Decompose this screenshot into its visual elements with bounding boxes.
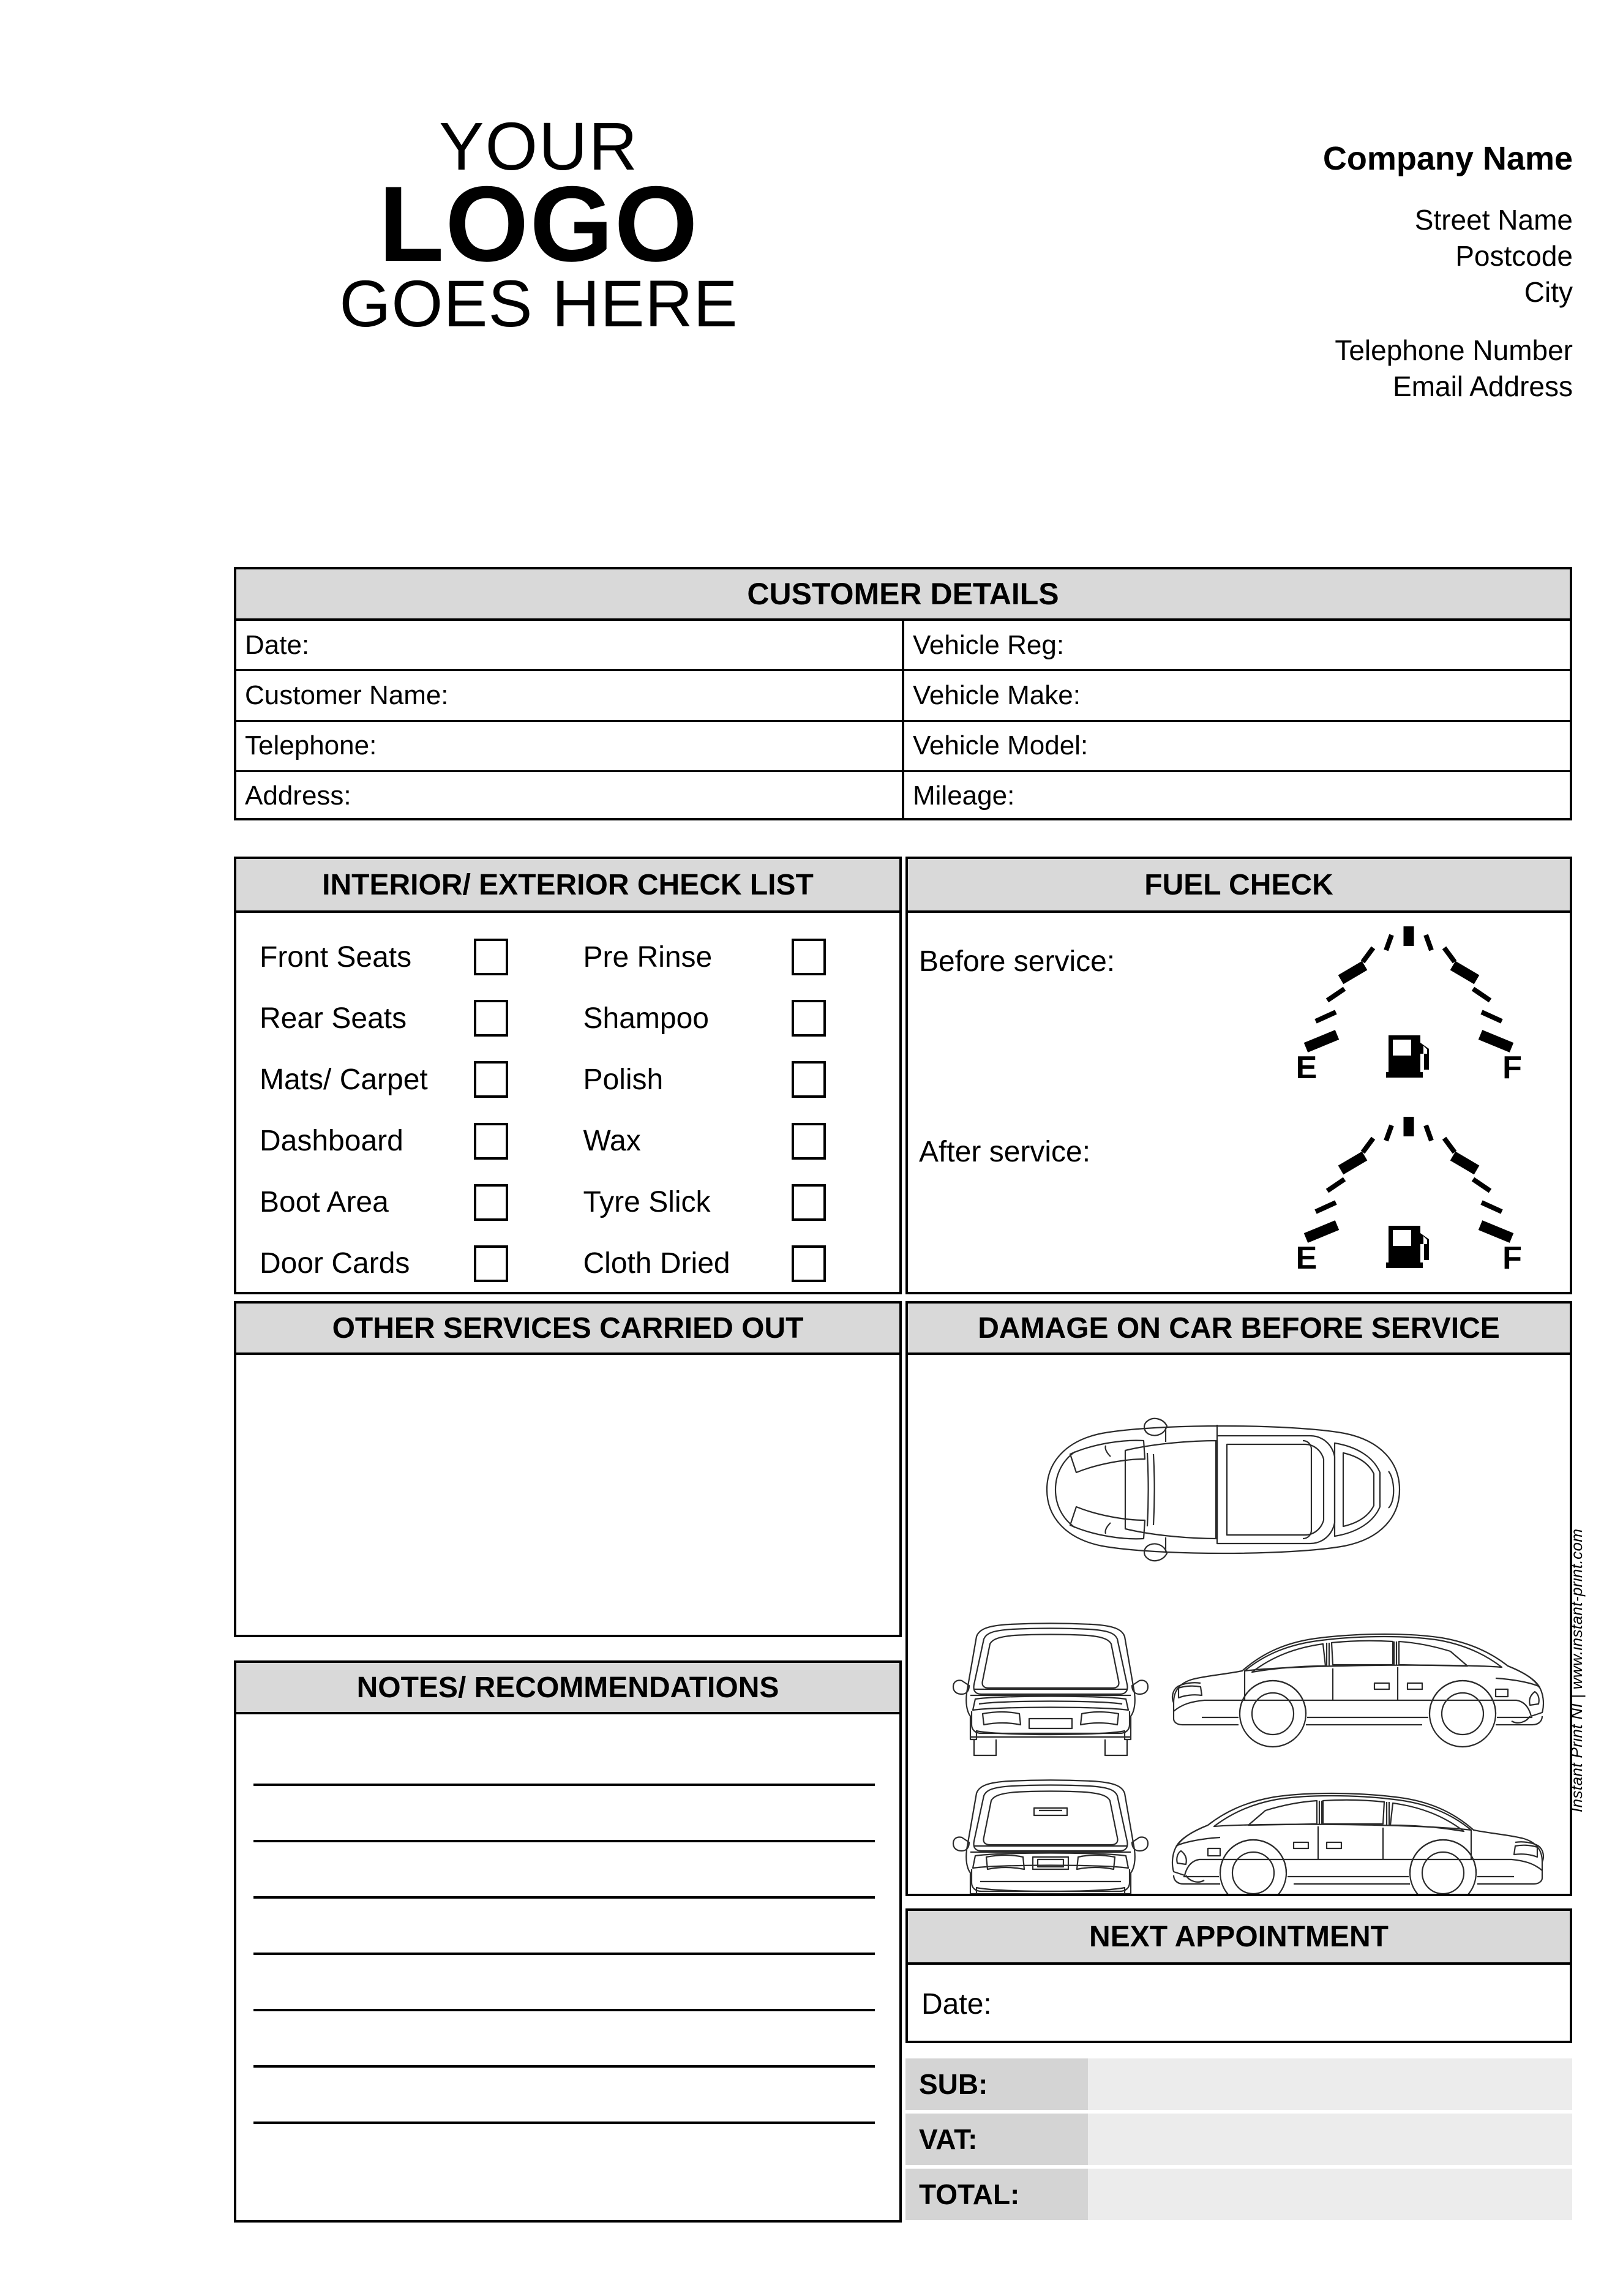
fuel-gauge-empty-label-after: E (1295, 1240, 1318, 1276)
logo-line-logo: LOGO (378, 165, 699, 284)
fuel-gauge-full-label-after: F (1502, 1240, 1522, 1276)
field-telephone[interactable]: Telephone: (236, 722, 902, 772)
checklist-item-door-cards[interactable] (260, 1233, 576, 1294)
note-rule-line (253, 1953, 875, 1955)
damage-heading-text: DAMAGE ON CAR BEFORE SERVICE (978, 1311, 1500, 1345)
checkbox-wax[interactable] (792, 1123, 826, 1160)
field-address[interactable]: Address: (245, 781, 351, 811)
check-list-heading-text: INTERIOR/ EXTERIOR CHECK LIST (322, 868, 814, 901)
checkbox-cloth-dried[interactable] (792, 1245, 826, 1282)
note-rule-line (253, 1896, 875, 1899)
company-postcode: Postcode (1455, 239, 1573, 272)
printer-credit: Instant Print NI | www.instant-print.com (1567, 1528, 1586, 1812)
checkbox-door-cards[interactable] (474, 1245, 508, 1282)
note-rule-line (253, 2065, 875, 2068)
logo-line-your: YOUR (439, 109, 639, 184)
fuel-before-row (908, 913, 1570, 1103)
fuel-check-section (905, 857, 1572, 1294)
fuel-gauge-empty-label-before: E (1295, 1050, 1318, 1086)
totals-value-total[interactable] (1088, 2169, 1572, 2220)
field-date[interactable]: Date: (236, 621, 902, 671)
notes-writing-area[interactable] (236, 1714, 899, 2220)
totals-label-vat: VAT: (905, 2114, 1088, 2165)
company-city: City (1524, 276, 1573, 308)
fuel-gauge-full-label-before: F (1502, 1050, 1522, 1086)
company-spacer (1323, 310, 1573, 332)
checklist-label-tyre-slick: Tyre Slick (583, 1186, 711, 1219)
totals-row-sub (905, 2058, 1572, 2110)
checklist-label-mats-carpet: Mats/ Carpet (260, 1063, 428, 1096)
fuel-pump-icon (1386, 1226, 1429, 1268)
car-diagrams[interactable] (908, 1355, 1570, 1894)
check-list-body (236, 913, 899, 1294)
totals-value-sub[interactable] (1088, 2058, 1572, 2110)
car-side-right-view (1172, 1634, 1543, 1747)
field-vehicle-make[interactable]: Vehicle Make: (904, 671, 1570, 721)
checklist-label-front-seats: Front Seats (260, 940, 412, 974)
check-list-column-interior (236, 926, 576, 1294)
totals-label-total: TOTAL: (905, 2169, 1088, 2220)
fuel-pump-icon (1386, 1035, 1429, 1078)
checklist-item-tyre-slick[interactable] (583, 1172, 900, 1233)
next-appointment-section (905, 1908, 1572, 2043)
damage-diagram-area[interactable] (908, 1355, 1570, 1894)
checklist-label-boot-area: Boot Area (260, 1186, 389, 1219)
totals-section (905, 2058, 1572, 2223)
customer-details-heading (236, 569, 1570, 621)
next-appointment-date-field[interactable]: Date: (921, 1987, 992, 2020)
checklist-label-wax: Wax (583, 1125, 641, 1158)
checklist-label-pre-rinse: Pre Rinse (583, 940, 713, 974)
other-services-heading (236, 1304, 899, 1355)
totals-row-total (905, 2169, 1572, 2220)
checklist-label-door-cards: Door Cards (260, 1247, 410, 1280)
checklist-item-wax[interactable] (583, 1111, 900, 1172)
notes-recommendations-section (234, 1660, 902, 2223)
car-front-view (953, 1624, 1148, 1756)
checklist-item-front-seats[interactable] (260, 926, 576, 988)
checkbox-front-seats[interactable] (474, 939, 508, 975)
logo-placeholder (263, 109, 814, 340)
note-rule-line (253, 1784, 875, 1786)
fuel-after-row (908, 1103, 1570, 1294)
checkbox-shampoo[interactable] (792, 1000, 826, 1037)
checkbox-dashboard[interactable] (474, 1123, 508, 1160)
damage-heading (908, 1304, 1570, 1355)
car-top-view (1047, 1419, 1400, 1561)
fuel-check-heading (908, 859, 1570, 913)
other-services-heading-text: OTHER SERVICES CARRIED OUT (332, 1311, 804, 1345)
check-list-section (234, 857, 902, 1294)
checklist-label-shampoo: Shampoo (583, 1002, 709, 1035)
checkbox-mats-carpet[interactable] (474, 1061, 508, 1098)
checklist-label-cloth-dried: Cloth Dried (583, 1247, 730, 1280)
company-telephone: Telephone Number (1335, 334, 1573, 366)
checklist-item-dashboard[interactable] (260, 1111, 576, 1172)
checklist-label-dashboard: Dashboard (260, 1125, 403, 1158)
field-vehicle-model[interactable]: Vehicle Model: (904, 722, 1570, 772)
company-email: Email Address (1392, 370, 1573, 402)
totals-value-vat[interactable] (1088, 2114, 1572, 2165)
car-side-left-view (1172, 1793, 1543, 1894)
checklist-item-polish[interactable] (583, 1049, 900, 1110)
check-list-column-exterior (576, 926, 900, 1294)
totals-label-sub: SUB: (905, 2058, 1088, 2110)
customer-details-grid (236, 621, 1570, 820)
fuel-after-label: After service: (919, 1136, 1091, 1168)
note-rule-line (253, 1840, 875, 1842)
checklist-item-pre-rinse[interactable] (583, 926, 900, 988)
other-services-section (234, 1301, 902, 1637)
checklist-item-cloth-dried[interactable] (583, 1233, 900, 1294)
next-appointment-heading-text: NEXT APPOINTMENT (1089, 1920, 1389, 1953)
next-appointment-heading (908, 1911, 1570, 1965)
logo-line-goes-here: GOES HERE (339, 266, 738, 340)
checklist-item-boot-area[interactable] (260, 1172, 576, 1233)
checkbox-polish[interactable] (792, 1061, 826, 1098)
check-list-heading (236, 859, 899, 913)
notes-heading (236, 1663, 899, 1714)
car-rear-view (953, 1780, 1148, 1894)
totals-row-vat (905, 2114, 1572, 2165)
checkbox-boot-area[interactable] (474, 1184, 508, 1221)
fuel-check-heading-text: FUEL CHECK (1144, 868, 1333, 901)
checkbox-tyre-slick[interactable] (792, 1184, 826, 1221)
field-customer-name[interactable]: Customer Name: (236, 671, 902, 721)
other-services-writing-area[interactable] (236, 1355, 899, 1637)
checklist-label-rear-seats: Rear Seats (260, 1002, 407, 1035)
company-details (1323, 138, 1573, 404)
note-rule-line (253, 2009, 875, 2011)
checklist-item-mats-carpet[interactable] (260, 1049, 576, 1110)
fuel-before-label: Before service: (919, 945, 1115, 978)
customer-details-heading-text: CUSTOMER DETAILS (747, 577, 1059, 611)
customer-details-right-column (904, 621, 1570, 820)
notes-heading-text: NOTES/ RECOMMENDATIONS (356, 1671, 779, 1704)
checklist-item-rear-seats[interactable] (260, 988, 576, 1049)
checkbox-rear-seats[interactable] (474, 1000, 508, 1037)
company-street: Street Name (1414, 204, 1573, 236)
customer-details-section (234, 567, 1572, 820)
checkbox-pre-rinse[interactable] (792, 939, 826, 975)
fuel-gauge-before[interactable] (1277, 921, 1540, 1087)
field-vehicle-reg[interactable]: Vehicle Reg: (904, 621, 1570, 671)
company-name: Company Name (1322, 140, 1573, 177)
customer-details-left-column (236, 621, 904, 820)
fuel-check-body (908, 913, 1570, 1294)
note-rule-line (253, 2122, 875, 2124)
checklist-label-polish: Polish (583, 1063, 664, 1096)
damage-before-service-section (905, 1301, 1572, 1896)
field-mileage[interactable]: Mileage: (913, 781, 1015, 811)
fuel-gauge-after[interactable] (1277, 1112, 1540, 1277)
checklist-item-shampoo[interactable] (583, 988, 900, 1049)
